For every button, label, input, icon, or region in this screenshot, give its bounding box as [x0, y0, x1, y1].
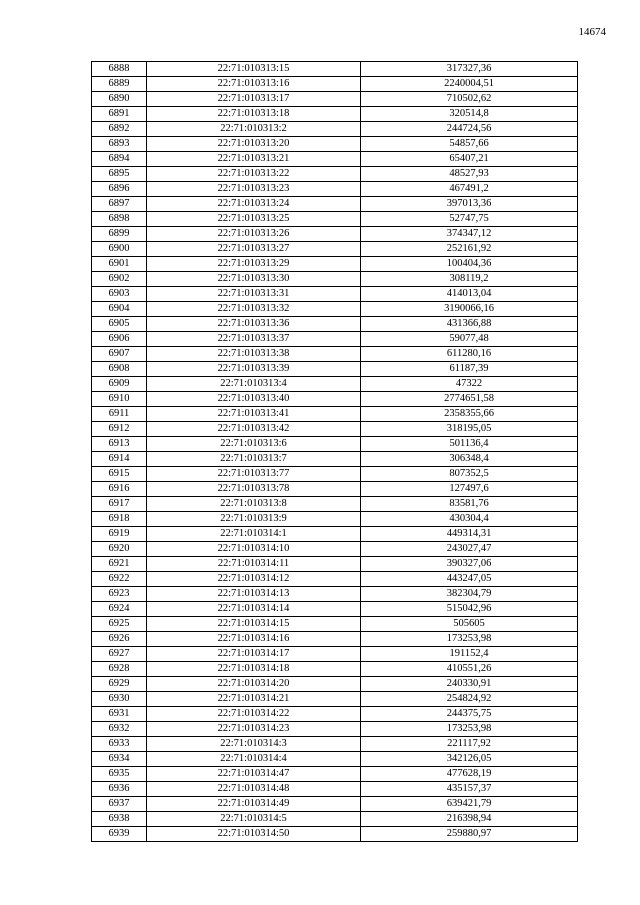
value-cell: 443247,05: [361, 572, 578, 587]
cadastral-number-cell: 22:71:010314:11: [147, 557, 361, 572]
table-row: [92, 827, 578, 842]
cadastral-number-cell: 22:71:010314:14: [147, 602, 361, 617]
row-number-cell: 6903: [92, 287, 147, 302]
table-row: [92, 452, 578, 467]
value-cell: 191152,4: [361, 647, 578, 662]
table-row: [92, 407, 578, 422]
cadastral-number-cell: 22:71:010313:18: [147, 107, 361, 122]
row-number-cell: 6904: [92, 302, 147, 317]
cadastral-number-cell: 22:71:010314:16: [147, 632, 361, 647]
cadastral-number-cell: 22:71:010314:10: [147, 542, 361, 557]
table-row: [92, 362, 578, 377]
table-row: [92, 77, 578, 92]
cadastral-number-cell: 22:71:010314:50: [147, 827, 361, 842]
row-number-cell: 6939: [92, 827, 147, 842]
value-cell: 244724,56: [361, 122, 578, 137]
table-row: [92, 662, 578, 677]
row-number-cell: 6898: [92, 212, 147, 227]
value-cell: 61187,39: [361, 362, 578, 377]
table-row: [92, 632, 578, 647]
cadastral-number-cell: 22:71:010313:24: [147, 197, 361, 212]
row-number-cell: 6890: [92, 92, 147, 107]
table-row: [92, 122, 578, 137]
value-cell: 59077,48: [361, 332, 578, 347]
row-number-cell: 6893: [92, 137, 147, 152]
row-number-cell: 6907: [92, 347, 147, 362]
cadastral-number-cell: 22:71:010313:23: [147, 182, 361, 197]
table-row: [92, 617, 578, 632]
cadastral-number-cell: 22:71:010314:17: [147, 647, 361, 662]
value-cell: 435157,37: [361, 782, 578, 797]
table-row: [92, 542, 578, 557]
value-cell: 390327,06: [361, 557, 578, 572]
row-number-cell: 6929: [92, 677, 147, 692]
cadastral-number-cell: 22:71:010314:4: [147, 752, 361, 767]
value-cell: 216398,94: [361, 812, 578, 827]
value-cell: 259880,97: [361, 827, 578, 842]
row-number-cell: 6930: [92, 692, 147, 707]
cadastral-number-cell: 22:71:010313:78: [147, 482, 361, 497]
row-number-cell: 6900: [92, 242, 147, 257]
row-number-cell: 6938: [92, 812, 147, 827]
row-number-cell: 6892: [92, 122, 147, 137]
table-row: [92, 467, 578, 482]
table-row: [92, 347, 578, 362]
row-number-cell: 6908: [92, 362, 147, 377]
row-number-cell: 6910: [92, 392, 147, 407]
cadastral-number-cell: 22:71:010314:1: [147, 527, 361, 542]
cadastral-number-cell: 22:71:010313:41: [147, 407, 361, 422]
row-number-cell: 6891: [92, 107, 147, 122]
cadastral-number-cell: 22:71:010313:26: [147, 227, 361, 242]
value-cell: 52747,75: [361, 212, 578, 227]
table-row: [92, 722, 578, 737]
table-row: [92, 422, 578, 437]
value-cell: 710502,62: [361, 92, 578, 107]
table-row: [92, 302, 578, 317]
cadastral-number-cell: 22:71:010313:8: [147, 497, 361, 512]
table-row: [92, 332, 578, 347]
table-row: [92, 587, 578, 602]
value-cell: 100404,36: [361, 257, 578, 272]
table-row: [92, 392, 578, 407]
data-table: [91, 61, 578, 842]
value-cell: 382304,79: [361, 587, 578, 602]
table-row: [92, 152, 578, 167]
cadastral-number-cell: 22:71:010313:9: [147, 512, 361, 527]
cadastral-number-cell: 22:71:010313:32: [147, 302, 361, 317]
table-row: [92, 782, 578, 797]
row-number-cell: 6932: [92, 722, 147, 737]
value-cell: 515042,96: [361, 602, 578, 617]
table-row: [92, 377, 578, 392]
table-row: [92, 212, 578, 227]
row-number-cell: 6924: [92, 602, 147, 617]
row-number-cell: 6927: [92, 647, 147, 662]
table-row: [92, 692, 578, 707]
value-cell: 410551,26: [361, 662, 578, 677]
value-cell: 308119,2: [361, 272, 578, 287]
cadastral-number-cell: 22:71:010314:5: [147, 812, 361, 827]
value-cell: 342126,05: [361, 752, 578, 767]
table-row: [92, 257, 578, 272]
row-number-cell: 6922: [92, 572, 147, 587]
table-row: [92, 167, 578, 182]
table-body: [92, 62, 578, 842]
cadastral-number-cell: 22:71:010313:25: [147, 212, 361, 227]
value-cell: 244375,75: [361, 707, 578, 722]
row-number-cell: 6921: [92, 557, 147, 572]
row-number-cell: 6925: [92, 617, 147, 632]
table-row: [92, 272, 578, 287]
page-number: 14674: [578, 26, 606, 38]
row-number-cell: 6906: [92, 332, 147, 347]
cadastral-number-cell: 22:71:010313:40: [147, 392, 361, 407]
row-number-cell: 6897: [92, 197, 147, 212]
row-number-cell: 6911: [92, 407, 147, 422]
cadastral-number-cell: 22:71:010314:15: [147, 617, 361, 632]
row-number-cell: 6912: [92, 422, 147, 437]
cadastral-number-cell: 22:71:010313:30: [147, 272, 361, 287]
cadastral-number-cell: 22:71:010314:23: [147, 722, 361, 737]
table-row: [92, 512, 578, 527]
row-number-cell: 6905: [92, 317, 147, 332]
row-number-cell: 6935: [92, 767, 147, 782]
row-number-cell: 6901: [92, 257, 147, 272]
table-row: [92, 317, 578, 332]
table-row: [92, 812, 578, 827]
value-cell: 430304,4: [361, 512, 578, 527]
table-row: [92, 497, 578, 512]
cadastral-number-cell: 22:71:010313:37: [147, 332, 361, 347]
row-number-cell: 6923: [92, 587, 147, 602]
table-row: [92, 767, 578, 782]
table-row: [92, 707, 578, 722]
cadastral-number-cell: 22:71:010313:39: [147, 362, 361, 377]
cadastral-number-cell: 22:71:010314:47: [147, 767, 361, 782]
value-cell: 2358355,66: [361, 407, 578, 422]
row-number-cell: 6913: [92, 437, 147, 452]
cadastral-number-cell: 22:71:010313:21: [147, 152, 361, 167]
cadastral-number-cell: 22:71:010313:16: [147, 77, 361, 92]
value-cell: 306348,4: [361, 452, 578, 467]
value-cell: 611280,16: [361, 347, 578, 362]
value-cell: 397013,36: [361, 197, 578, 212]
row-number-cell: 6915: [92, 467, 147, 482]
value-cell: 414013,04: [361, 287, 578, 302]
value-cell: 467491,2: [361, 182, 578, 197]
row-number-cell: 6894: [92, 152, 147, 167]
row-number-cell: 6936: [92, 782, 147, 797]
row-number-cell: 6934: [92, 752, 147, 767]
cadastral-number-cell: 22:71:010314:12: [147, 572, 361, 587]
row-number-cell: 6914: [92, 452, 147, 467]
value-cell: 318195,05: [361, 422, 578, 437]
table-row: [92, 482, 578, 497]
value-cell: 48527,93: [361, 167, 578, 182]
cadastral-number-cell: 22:71:010313:27: [147, 242, 361, 257]
row-number-cell: 6895: [92, 167, 147, 182]
table-row: [92, 602, 578, 617]
table-row: [92, 797, 578, 812]
row-number-cell: 6918: [92, 512, 147, 527]
row-number-cell: 6919: [92, 527, 147, 542]
value-cell: 221117,92: [361, 737, 578, 752]
value-cell: 127497,6: [361, 482, 578, 497]
value-cell: 83581,76: [361, 497, 578, 512]
row-number-cell: 6931: [92, 707, 147, 722]
row-number-cell: 6889: [92, 77, 147, 92]
cadastral-number-cell: 22:71:010313:15: [147, 62, 361, 77]
row-number-cell: 6896: [92, 182, 147, 197]
row-number-cell: 6888: [92, 62, 147, 77]
cadastral-number-cell: 22:71:010313:20: [147, 137, 361, 152]
value-cell: 254824,92: [361, 692, 578, 707]
cadastral-number-cell: 22:71:010313:22: [147, 167, 361, 182]
table-row: [92, 92, 578, 107]
row-number-cell: 6937: [92, 797, 147, 812]
value-cell: 807352,5: [361, 467, 578, 482]
cadastral-number-cell: 22:71:010314:22: [147, 707, 361, 722]
table-row: [92, 572, 578, 587]
row-number-cell: 6909: [92, 377, 147, 392]
table-row: [92, 227, 578, 242]
table-row: [92, 287, 578, 302]
cadastral-number-cell: 22:71:010314:3: [147, 737, 361, 752]
value-cell: 501136,4: [361, 437, 578, 452]
row-number-cell: 6916: [92, 482, 147, 497]
cadastral-number-cell: 22:71:010314:48: [147, 782, 361, 797]
cadastral-number-cell: 22:71:010313:38: [147, 347, 361, 362]
row-number-cell: 6926: [92, 632, 147, 647]
row-number-cell: 6902: [92, 272, 147, 287]
table-row: [92, 197, 578, 212]
cadastral-number-cell: 22:71:010314:20: [147, 677, 361, 692]
cadastral-number-cell: 22:71:010314:18: [147, 662, 361, 677]
cadastral-number-cell: 22:71:010313:31: [147, 287, 361, 302]
value-cell: 2240004,51: [361, 77, 578, 92]
table-row: [92, 437, 578, 452]
table-row: [92, 182, 578, 197]
table-row: [92, 677, 578, 692]
value-cell: 317327,36: [361, 62, 578, 77]
table-row: [92, 242, 578, 257]
row-number-cell: 6899: [92, 227, 147, 242]
value-cell: 431366,88: [361, 317, 578, 332]
value-cell: 173253,98: [361, 632, 578, 647]
cadastral-number-cell: 22:71:010314:13: [147, 587, 361, 602]
value-cell: 477628,19: [361, 767, 578, 782]
value-cell: 243027,47: [361, 542, 578, 557]
value-cell: 173253,98: [361, 722, 578, 737]
value-cell: 639421,79: [361, 797, 578, 812]
table-row: [92, 557, 578, 572]
cadastral-number-cell: 22:71:010314:21: [147, 692, 361, 707]
table-row: [92, 737, 578, 752]
cadastral-number-cell: 22:71:010313:29: [147, 257, 361, 272]
value-cell: 449314,31: [361, 527, 578, 542]
value-cell: 47322: [361, 377, 578, 392]
table-row: [92, 647, 578, 662]
cadastral-number-cell: 22:71:010313:77: [147, 467, 361, 482]
row-number-cell: 6920: [92, 542, 147, 557]
value-cell: 3190066,16: [361, 302, 578, 317]
row-number-cell: 6928: [92, 662, 147, 677]
value-cell: 240330,91: [361, 677, 578, 692]
value-cell: 2774651,58: [361, 392, 578, 407]
cadastral-number-cell: 22:71:010313:36: [147, 317, 361, 332]
cadastral-number-cell: 22:71:010313:6: [147, 437, 361, 452]
table-row: [92, 752, 578, 767]
cadastral-number-cell: 22:71:010313:7: [147, 452, 361, 467]
row-number-cell: 6917: [92, 497, 147, 512]
table-row: [92, 62, 578, 77]
value-cell: 252161,92: [361, 242, 578, 257]
value-cell: 65407,21: [361, 152, 578, 167]
table-row: [92, 137, 578, 152]
cadastral-number-cell: 22:71:010314:49: [147, 797, 361, 812]
value-cell: 54857,66: [361, 137, 578, 152]
row-number-cell: 6933: [92, 737, 147, 752]
table-row: [92, 527, 578, 542]
value-cell: 320514,8: [361, 107, 578, 122]
cadastral-number-cell: 22:71:010313:17: [147, 92, 361, 107]
cadastral-number-cell: 22:71:010313:2: [147, 122, 361, 137]
table-row: [92, 107, 578, 122]
value-cell: 374347,12: [361, 227, 578, 242]
value-cell: 505605: [361, 617, 578, 632]
cadastral-number-cell: 22:71:010313:42: [147, 422, 361, 437]
cadastral-number-cell: 22:71:010313:4: [147, 377, 361, 392]
